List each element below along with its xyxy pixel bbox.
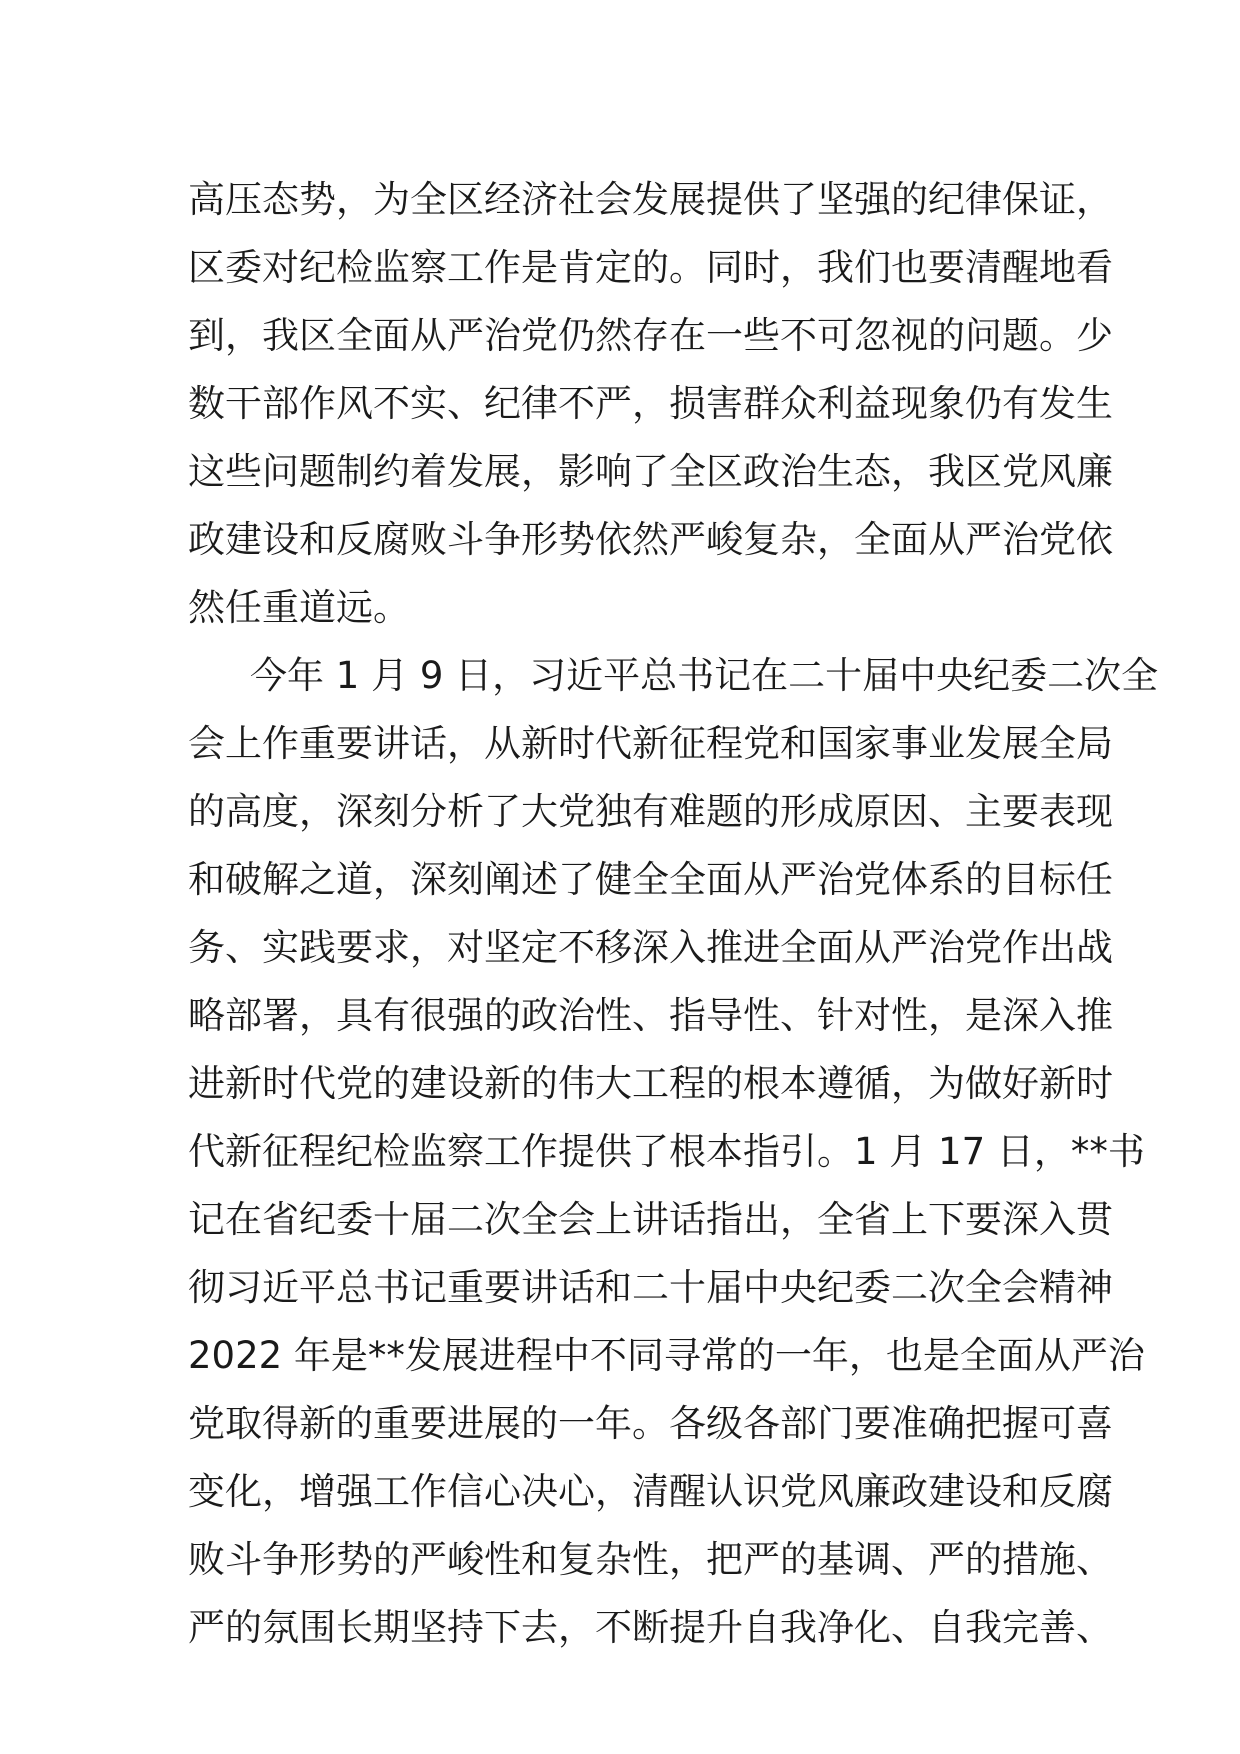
- text-line: 进新时代党的建设新的伟大工程的根本遵循，为做好新时: [188, 1062, 1113, 1105]
- text-line: 代新征程纪检监察工作提供了根本指引。1 月 17 日，**书: [188, 1130, 1145, 1173]
- text-line: 党取得新的重要进展的一年。各级各部门要准确把握可喜: [188, 1402, 1113, 1445]
- text-line: 区委对纪检监察工作是肯定的。同时，我们也要清醒地看: [188, 246, 1113, 289]
- text-line: 高压态势，为全区经济社会发展提供了坚强的纪律保证，: [188, 178, 1113, 221]
- text-line: 然任重道远。: [188, 586, 410, 629]
- text-line: 严的氛围长期坚持下去，不断提升自我净化、自我完善、: [188, 1606, 1113, 1649]
- text-line: 2022 年是**发展进程中不同寻常的一年，也是全面从严治: [188, 1334, 1145, 1377]
- text-line: 这些问题制约着发展，影响了全区政治生态，我区党风廉: [188, 450, 1113, 493]
- text-line: 会上作重要讲话，从新时代新征程党和国家事业发展全局: [188, 722, 1113, 765]
- text-line: 变化，增强工作信心决心，清醒认识党风廉政建设和反腐: [188, 1470, 1113, 1513]
- document-body: [188, 166, 1159, 1662]
- text-line: 到，我区全面从严治党仍然存在一些不可忽视的问题。少: [188, 314, 1113, 357]
- text-line: 和破解之道，深刻阐述了健全全面从严治党体系的目标任: [188, 858, 1113, 901]
- text-line: 略部署，具有很强的政治性、指导性、针对性，是深入推: [188, 994, 1113, 1037]
- text-line: 务、实践要求，对坚定不移深入推进全面从严治党作出战: [188, 926, 1113, 969]
- text-line: 彻习近平总书记重要讲话和二十届中央纪委二次全会精神: [188, 1266, 1113, 1309]
- text-line: 数干部作风不实、纪律不严，损害群众利益现象仍有发生: [188, 382, 1113, 425]
- text-line: 记在省纪委十届二次全会上讲话指出，全省上下要深入贯: [188, 1198, 1113, 1241]
- text-line: 政建设和反腐败斗争形势依然严峻复杂，全面从严治党依: [188, 518, 1113, 561]
- text-line: 的高度，深刻分析了大党独有难题的形成原因、主要表现: [188, 790, 1113, 833]
- paragraph-first-line: 今年 1 月 9 日，习近平总书记在二十届中央纪委二次全: [250, 654, 1159, 697]
- text-line: 败斗争形势的严峻性和复杂性，把严的基调、严的措施、: [188, 1538, 1113, 1581]
